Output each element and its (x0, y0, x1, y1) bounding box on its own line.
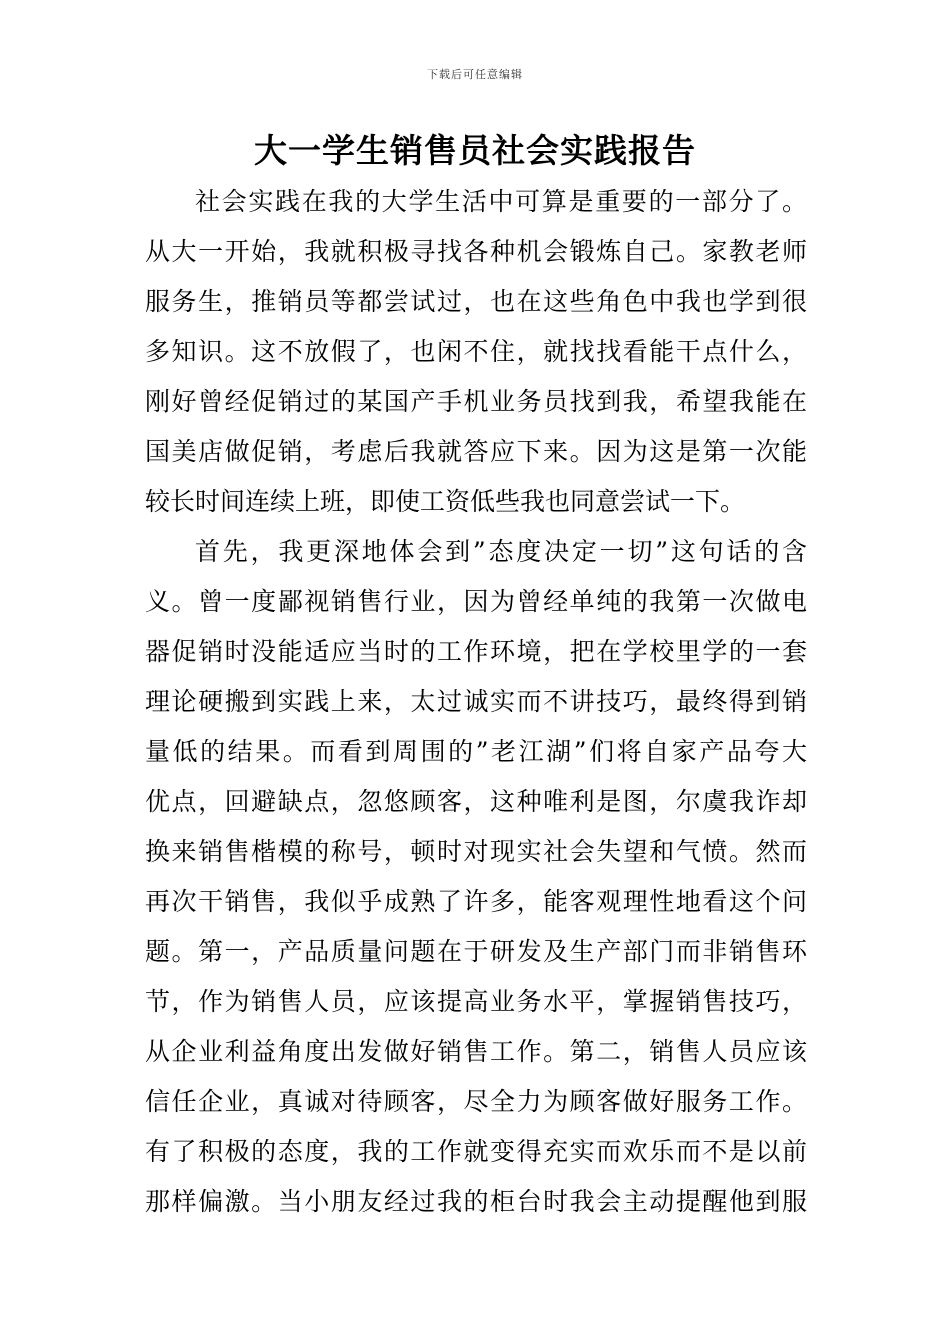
text-line: 题。第一，产品质量问题在于研发及生产部门而非销售环 (145, 937, 807, 966)
text-line: 首先，我更深地体会到”态度决定一切”这句话的含 (195, 537, 807, 566)
paragraph-2 (145, 527, 807, 1227)
text-line: 量低的结果。而看到周围的”老江湖”们将自家产品夸大 (145, 737, 807, 766)
document-body (145, 177, 807, 1227)
text-line: 社会实践在我的大学生活中可算是重要的一部分了。 (195, 187, 807, 216)
text-line: 有了积极的态度，我的工作就变得充实而欢乐而不是以前 (145, 1137, 807, 1166)
text-line: 理论硬搬到实践上来，太过诚实而不讲技巧，最终得到销 (145, 687, 807, 716)
header-note: 下载后可任意编辑 (427, 68, 523, 81)
text-line: 再次干销售，我似乎成熟了许多，能客观理性地看这个问 (145, 887, 807, 916)
text-line: 国美店做促销，考虑后我就答应下来。因为这是第一次能 (145, 437, 807, 466)
text-line: 服务生，推销员等都尝试过，也在这些角色中我也学到很 (145, 287, 807, 316)
paragraph-1 (145, 177, 807, 527)
text-line: 换来销售楷模的称号，顿时对现实社会失望和气愤。然而 (145, 837, 807, 866)
text-line: 那样偏激。当小朋友经过我的柜台时我会主动提醒他到服 (145, 1187, 807, 1216)
text-line: 义。曾一度鄙视销售行业，因为曾经单纯的我第一次做电 (145, 587, 807, 616)
text-line: 器促销时没能适应当时的工作环境，把在学校里学的一套 (145, 637, 807, 666)
text-line: 从企业利益角度出发做好销售工作。第二，销售人员应该 (145, 1037, 807, 1066)
text-line: 较长时间连续上班，即使工资低些我也同意尝试一下。 (145, 487, 746, 516)
text-line: 优点，回避缺点，忽悠顾客，这种唯利是图，尔虞我诈却 (145, 787, 807, 816)
text-line: 节，作为销售人员，应该提高业务水平，掌握销售技巧， (145, 987, 807, 1016)
text-line: 从大一开始，我就积极寻找各种机会锻炼自己。家教老师 (145, 237, 807, 266)
text-line: 多知识。这不放假了，也闲不住，就找找看能干点什么， (145, 337, 807, 366)
text-line: 信任企业，真诚对待顾客，尽全力为顾客做好服务工作。 (145, 1087, 807, 1116)
text-line: 刚好曾经促销过的某国产手机业务员找到我，希望我能在 (145, 387, 807, 416)
document-title: 大一学生销售员社会实践报告 (254, 131, 696, 170)
